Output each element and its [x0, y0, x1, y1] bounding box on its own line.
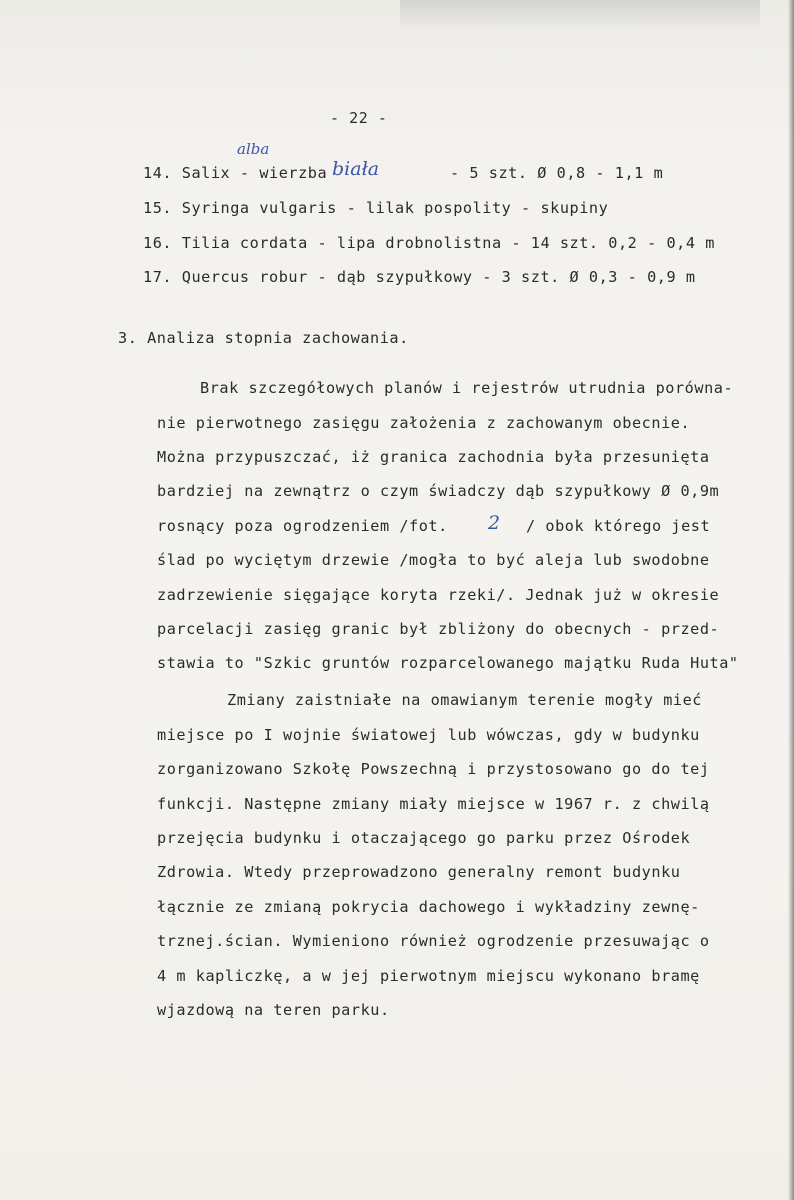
paragraph-2-line: łącznie ze zmianą pokrycia dachowego i wykładziny zewnę-: [157, 898, 700, 916]
page-number: - 22 -: [330, 109, 388, 127]
paragraph-2-line: 4 m kapliczkę, a w jej pierwotnym miejscu wykonano bramę: [157, 967, 700, 985]
section-heading: 3. Analiza stopnia zachowania.: [118, 329, 409, 347]
handwritten-figure-number: 2: [488, 512, 501, 534]
paragraph-1-line: Brak szczegółowych planów i rejestrów utrudnia porówna-: [200, 379, 734, 397]
paragraph-1-line: parcelacji zasięg granic był zbliżony do obecnych - przed-: [157, 620, 720, 638]
species-item-17: 17. Quercus robur - dąb szypułkowy - 3 szt. Ø 0,3 - 0,9 m: [143, 268, 696, 286]
paragraph-1-line: nie pierwotnego zasięgu założenia z zachowanym obecnie.: [157, 414, 691, 432]
species-item-14: 14. Salix - wierzba: [143, 164, 328, 182]
paragraph-2-line: Zdrowia. Wtedy przeprowadzono generalny remont budynku: [157, 863, 681, 881]
paragraph-1-line: bardziej na zewnątrz o czym świadczy dąb szypułkowy Ø 0,9m: [157, 482, 720, 500]
paragraph-1-line: Można przypuszczać, iż granica zachodnia była przesunięta: [157, 448, 710, 466]
paragraph-2-line: zorganizowano Szkołę Powszechną i przystosowano go do tej: [157, 760, 710, 778]
paragraph-2-line: przejęcia budynku i otaczającego go parku przez Ośrodek: [157, 829, 691, 847]
paragraph-1-line: zadrzewienie sięgające koryta rzeki/. Jednak już w okresie: [157, 586, 720, 604]
paragraph-2-line: wjazdową na teren parku.: [157, 1001, 390, 1019]
scan-edge-shadow: [788, 0, 794, 1200]
paragraph-1-line: / obok którego jest: [526, 517, 711, 535]
paragraph-2-line: trznej.ścian. Wymieniono również ogrodzenie przesuwając o: [157, 932, 710, 950]
paragraph-2-line: funkcji. Następne zmiany miały miejsce w 1967 r. z chwilą: [157, 795, 710, 813]
handwritten-annotation-alba: alba: [237, 140, 270, 158]
paragraph-1-line: stawia to "Szkic gruntów rozparcelowanego majątku Ruda Huta": [157, 654, 739, 672]
species-item-15: 15. Syringa vulgaris - lilak pospolity - skupiny: [143, 199, 609, 217]
paragraph-2-line: miejsce po I wojnie światowej lub wówczas, gdy w budynku: [157, 726, 700, 744]
paragraph-2-line: Zmiany zaistniałe na omawianym terenie mogły mieć: [227, 691, 702, 709]
paragraph-1-line: ślad po wyciętym drzewie /mogła to być aleja lub swodobne: [157, 551, 710, 569]
paragraph-1-line: rosnący poza ogrodzeniem /fot.: [157, 517, 448, 535]
scan-bleed-through: [400, 0, 760, 30]
species-item-16: 16. Tilia cordata - lipa drobnolistna - 14 szt. 0,2 - 0,4 m: [143, 234, 715, 252]
species-item-14-count: - 5 szt. Ø 0,8 - 1,1 m: [450, 164, 664, 182]
handwritten-annotation-biala: biała: [332, 158, 380, 180]
